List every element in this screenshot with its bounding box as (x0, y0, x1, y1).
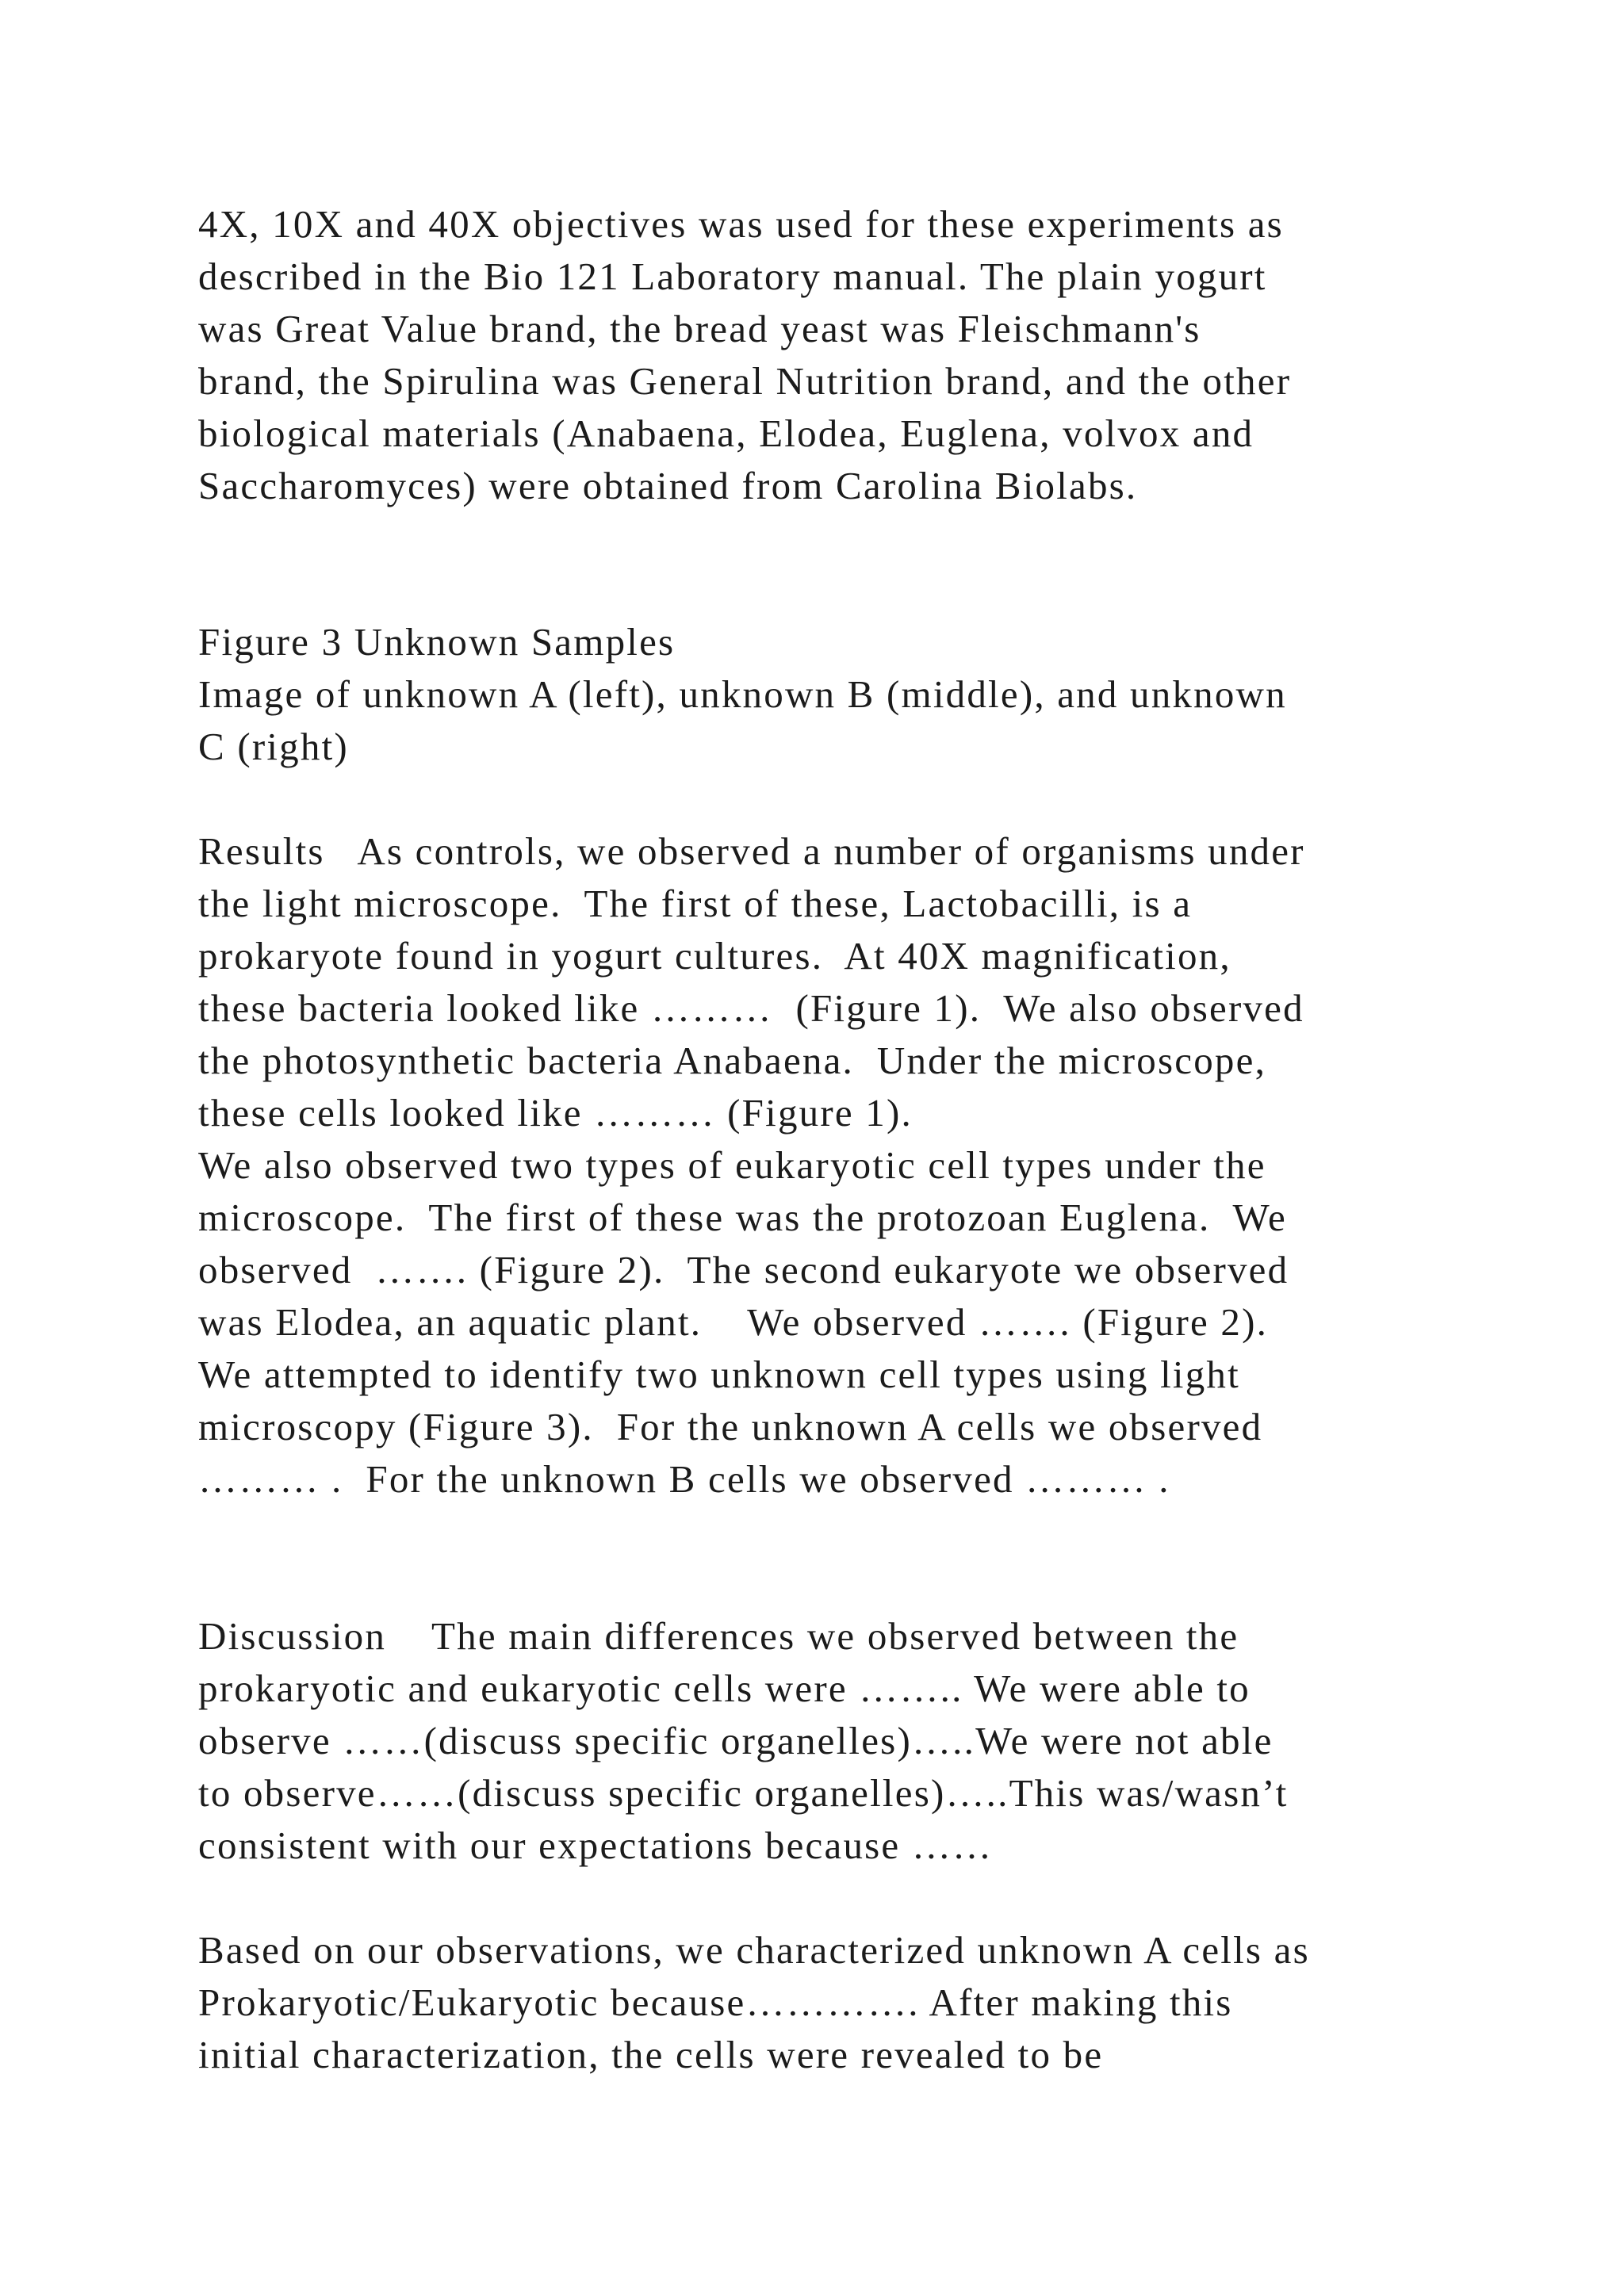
figure-caption-text: Image of unknown A (left), unknown B (middle), and unknown (198, 672, 1287, 716)
results-paragraph-line: these cells looked like ……… (Figure 1). (198, 1091, 913, 1135)
discussion-paragraph-line: observe ……(discuss specific organelles)…..We were not able (198, 1719, 1274, 1762)
discussion-paragraph-line: Discussion The main differences we observed between the (198, 1614, 1239, 1658)
text-line: 4X, 10X and 40X objectives was used for these experiments as (198, 202, 1284, 246)
results-paragraph-line: the light microscope. The first of these, Lactobacilli, is a (198, 882, 1193, 925)
discussion-paragraph-line: consistent with our expectations because …… (198, 1823, 994, 1867)
text-line: Saccharomyces) were obtained from Carolina Biolabs. (198, 464, 1138, 507)
results-paragraph-line: observed ……. (Figure 2). The second eukaryote we observed (198, 1248, 1289, 1292)
text-line: described in the Bio 121 Laboratory manual. The plain yogurt (198, 254, 1267, 298)
figure-caption-text: C (right) (198, 725, 349, 768)
figure-caption-title: Figure 3 Unknown Samples (198, 620, 676, 664)
results-paragraph-line: microscope. The first of these was the protozoan Euglena. We (198, 1196, 1287, 1239)
results-paragraph-line: microscopy (Figure 3). For the unknown A cells we observed (198, 1405, 1263, 1448)
results-paragraph-line: ……… . For the unknown B cells we observed ……… . (198, 1457, 1170, 1501)
conclusion-paragraph-line: Prokaryotic/Eukaryotic because…………. After making this (198, 1980, 1233, 2024)
conclusion-paragraph-line: initial characterization, the cells were revealed to be (198, 2033, 1104, 2076)
text-line: was Great Value brand, the bread yeast was Fleischmann's (198, 307, 1201, 350)
discussion-paragraph-line: prokaryotic and eukaryotic cells were …….. We were able to (198, 1667, 1251, 1710)
results-paragraph-line: the photosynthetic bacteria Anabaena. Under the microscope, (198, 1039, 1267, 1082)
results-paragraph-line: Results As controls, we observed a number of organisms under (198, 829, 1305, 873)
results-paragraph-line: these bacteria looked like ……… (Figure 1). We also observed (198, 986, 1304, 1030)
conclusion-paragraph-line: Based on our observations, we characterized unknown A cells as (198, 1928, 1310, 1972)
results-paragraph-line: was Elodea, an aquatic plant. We observed ……. (Figure 2). (198, 1300, 1269, 1344)
results-paragraph-line: We also observed two types of eukaryotic cell types under the (198, 1143, 1266, 1187)
discussion-paragraph-line: to observe……(discuss specific organelles)…..This was/wasn’t (198, 1771, 1289, 1815)
text-line: brand, the Spirulina was General Nutrition brand, and the other (198, 359, 1292, 403)
results-paragraph-line: We attempted to identify two unknown cell types using light (198, 1353, 1240, 1396)
results-paragraph-line: prokaryote found in yogurt cultures. At 40X magnification, (198, 934, 1231, 978)
text-line: biological materials (Anabaena, Elodea, Euglena, volvox and (198, 411, 1254, 455)
